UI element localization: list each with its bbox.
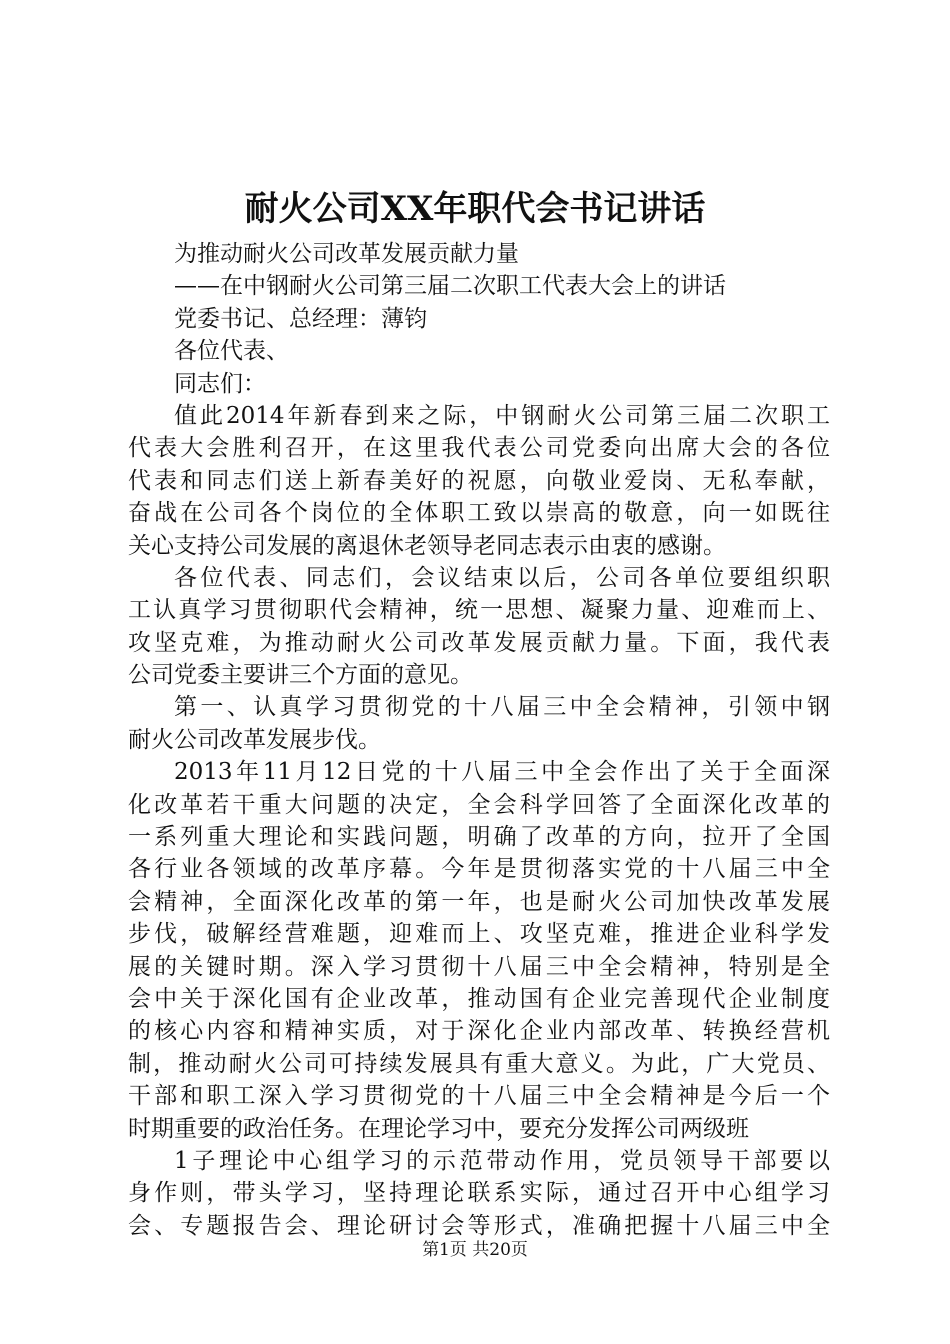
document-body: [128, 238, 830, 1242]
text-line: 攻坚克难，为推动耐火公司改革发展贡献力量。下面，我代表: [128, 629, 830, 656]
text-line: 耐火公司改革发展步伐。: [128, 726, 381, 753]
text-line: 各位代表、同志们，会议结束以后，公司各单位要组织职: [174, 564, 830, 591]
text-line: 党委书记、总经理：薄钧: [174, 305, 427, 332]
text-line: 步伐，破解经营难题，迎难而上、攻坚克难，推进企业科学发: [128, 921, 830, 948]
text-line: 时期重要的政治任务。在理论学习中，要充分发挥公司两级班: [128, 1115, 749, 1142]
text-line: 1子理论中心组学习的示范带动作用，党员领导干部要以: [174, 1147, 830, 1174]
text-line: 的核心内容和精神实质，对于深化企业内部改革、转换经营机: [128, 1018, 830, 1045]
text-line: 制，推动耐火公司可持续发展具有重大意义。为此，广大党员、: [128, 1050, 830, 1077]
text-line: 代表大会胜利召开，在这里我代表公司党委向出席大会的各位: [128, 435, 830, 462]
text-line: 2013年11月12日党的十八届三中全会作出了关于全面深: [174, 759, 830, 786]
text-line: 公司党委主要讲三个方面的意见。: [128, 662, 473, 689]
text-line: 各行业各领域的改革序幕。今年是贯彻落实党的十八届三中全: [128, 856, 830, 883]
text-line: 干部和职工深入学习贯彻党的十八届三中全会精神是今后一个: [128, 1083, 830, 1110]
text-line: 一系列重大理论和实践问题，明确了改革的方向，拉开了全国: [128, 824, 830, 851]
text-line: 同志们：: [174, 370, 266, 397]
document-title: 耐火公司XX年职代会书记讲话: [244, 189, 706, 229]
text-line: 奋战在公司各个岗位的全体职工致以崇高的敬意，向一如既往: [128, 500, 830, 527]
text-line: 为推动耐火公司改革发展贡献力量: [174, 241, 519, 267]
text-line: 值此2014年新春到来之际，中钢耐火公司第三届二次职工: [174, 402, 830, 429]
text-line: 会中关于深化国有企业改革，推动国有企业完善现代企业制度: [128, 985, 830, 1012]
text-line: 各位代表、: [174, 338, 289, 365]
text-line: 会、专题报告会、理论研讨会等形式，准确把握十八届三中全: [128, 1212, 830, 1239]
page-footer: 第1页 共20页: [422, 1240, 528, 1260]
text-line: 代表和同志们送上新春美好的祝愿，向敬业爱岗、无私奉献，: [128, 467, 830, 494]
text-line: 展的关键时期。深入学习贯彻十八届三中全会精神，特别是全: [128, 953, 830, 980]
text-line: 化改革若干重大问题的决定，全会科学回答了全面深化改革的: [128, 791, 830, 818]
text-line: 身作则，带头学习，坚持理论联系实际，通过召开中心组学习: [128, 1180, 830, 1207]
text-line: 关心支持公司发展的离退休老领导老同志表示由衷的感谢。: [128, 532, 726, 559]
text-line: 第一、认真学习贯彻党的十八届三中全会精神，引领中钢: [174, 694, 830, 721]
text-line: 会精神，全面深化改革的第一年，也是耐火公司加快改革发展: [128, 888, 830, 915]
text-line: ——在中钢耐火公司第三届二次职工代表大会上的讲话: [174, 273, 726, 300]
text-line: 工认真学习贯彻职代会精神，统一思想、凝聚力量、迎难而上、: [128, 597, 830, 624]
